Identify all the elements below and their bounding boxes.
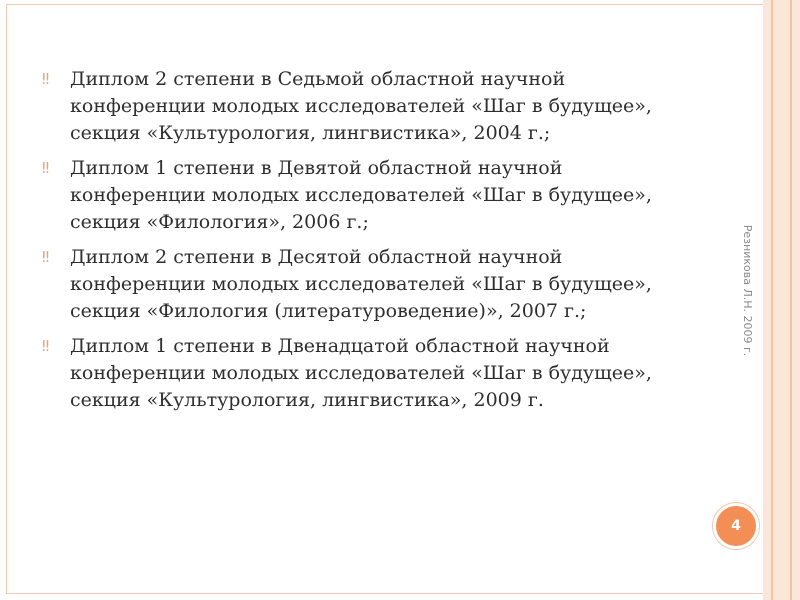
award-line: секция «Культурология, лингвистика», 2004 г.; xyxy=(70,122,551,144)
award-line: конференции молодых исследователей «Шаг в будущее», xyxy=(70,95,652,117)
award-list xyxy=(40,66,680,414)
bullet-icon: ‼ xyxy=(42,337,50,355)
award-line: секция «Филология», 2006 г.; xyxy=(70,211,369,233)
award-item-3 xyxy=(40,244,680,325)
bullet-icon: ‼ xyxy=(42,159,50,177)
award-line: Диплом 2 степени в Десятой областной научной xyxy=(70,246,563,268)
slide-content xyxy=(40,66,680,422)
bullet-icon: ‼ xyxy=(42,70,50,88)
award-line: конференции молодых исследователей «Шаг в будущее», xyxy=(70,362,652,384)
award-line: секция «Филология (литературоведение)», 2007 г.; xyxy=(70,300,587,322)
award-line: секция «Культурология, лингвистика», 2009 г. xyxy=(70,389,544,411)
bullet-icon: ‼ xyxy=(42,248,50,266)
award-item-1 xyxy=(40,66,680,147)
page-number: 4 xyxy=(731,518,741,534)
award-line: Диплом 2 степени в Седьмой областной научной xyxy=(70,68,566,90)
award-line: Диплом 1 степени в Двенадцатой областной научной xyxy=(70,335,610,357)
award-line: Диплом 1 степени в Девятой областной научной xyxy=(70,157,563,179)
author-caption xyxy=(736,210,760,370)
band-line-2 xyxy=(790,0,792,600)
right-decor-band xyxy=(763,0,800,600)
author-caption-text: Резникова Л.Н. 2009 г. xyxy=(741,224,755,356)
page-number-badge xyxy=(713,503,759,549)
award-line: конференции молодых исследователей «Шаг в будущее», xyxy=(70,273,652,295)
award-line: конференции молодых исследователей «Шаг в будущее», xyxy=(70,184,652,206)
award-item-2 xyxy=(40,155,680,236)
award-item-4 xyxy=(40,333,680,414)
band-line-1 xyxy=(771,0,773,600)
